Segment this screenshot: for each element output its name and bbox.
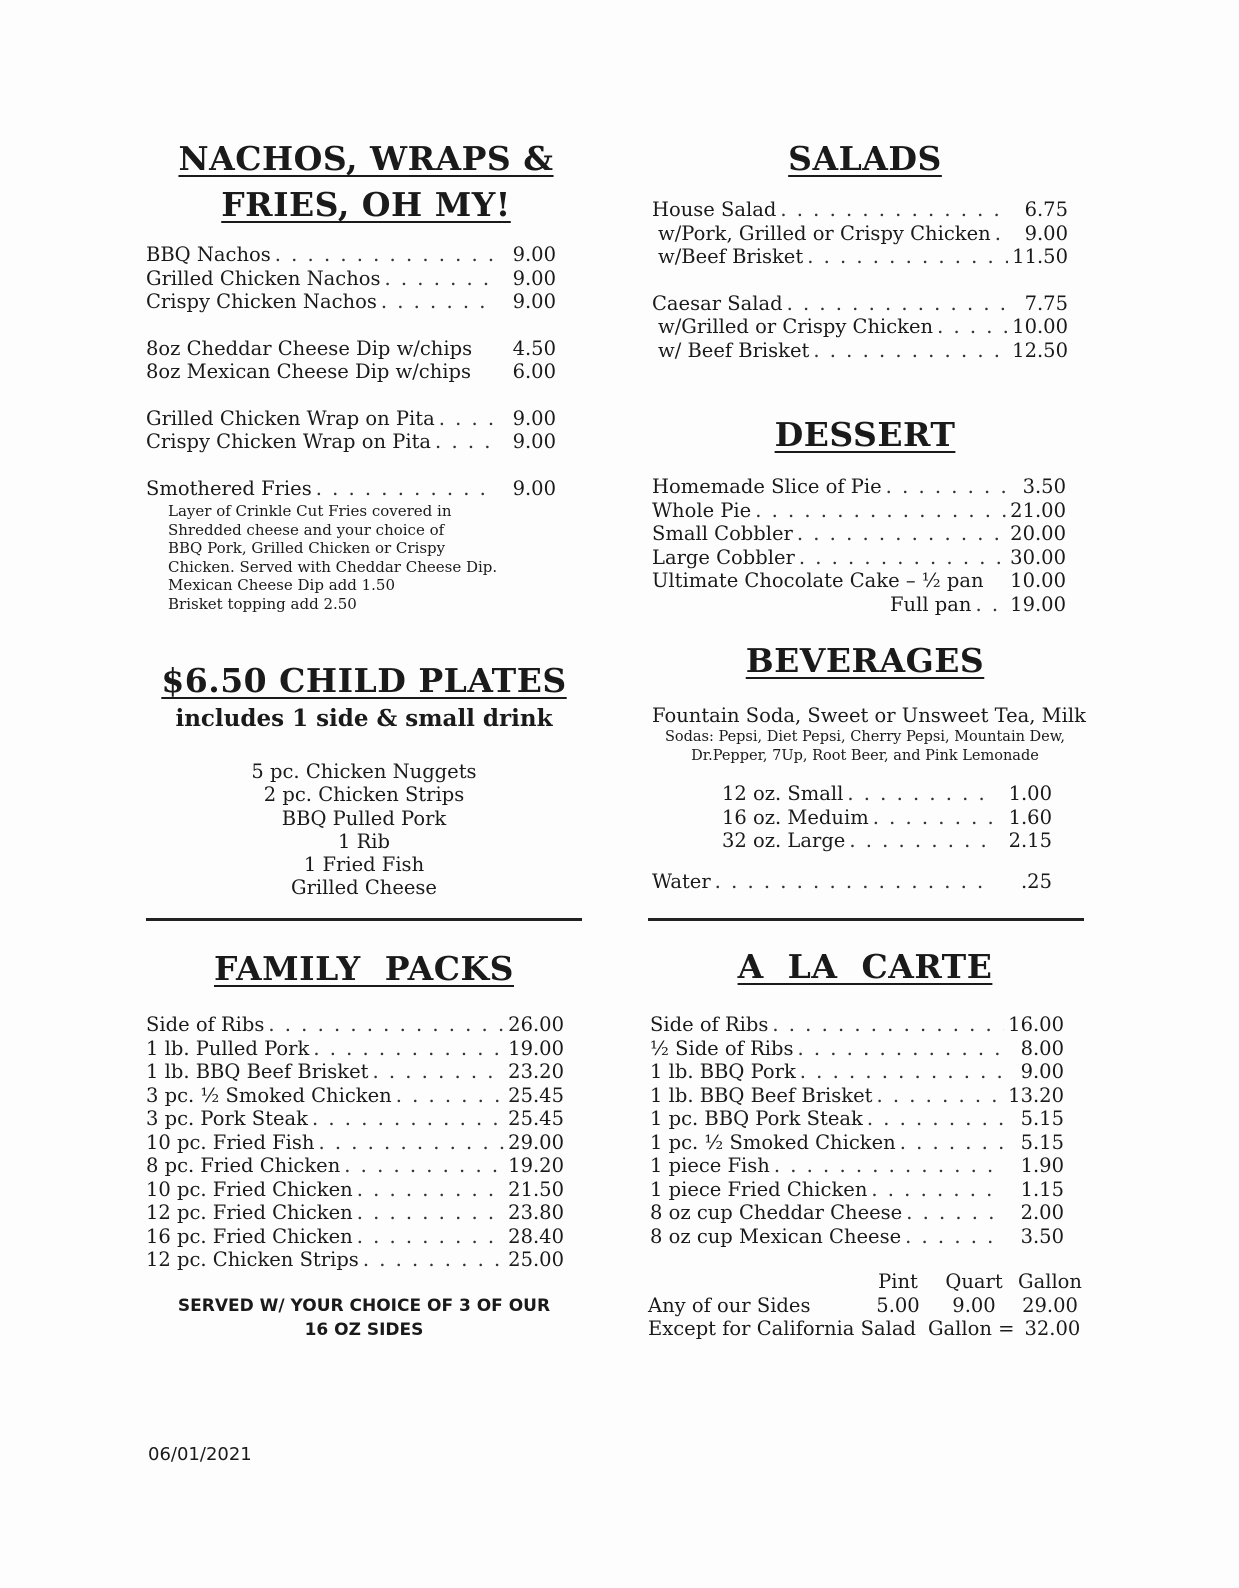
menu-item: 8 oz cup Cheddar Cheese . . . 2.00: [650, 1201, 1064, 1225]
menu-item: 1 piece Fish . . . 1.90: [650, 1154, 1064, 1178]
menu-item: Side of Ribs . . . 26.00: [146, 1013, 564, 1037]
water-row: [652, 870, 1052, 894]
menu-item: 16 pc. Fried Chicken . . . 28.40: [146, 1225, 564, 1249]
sides-pricing: [648, 1270, 1088, 1341]
list-item: 2 pc. Chicken Strips: [263, 783, 465, 807]
menu-item: 3 pc. ½ Smoked Chicken . . . 25.45: [146, 1084, 564, 1108]
menu-item: 12 pc. Chicken Strips . . . 25.00: [146, 1248, 564, 1272]
menu-item: 1 lb. BBQ Beef Brisket . . . 23.20: [146, 1060, 564, 1084]
menu-item: Crispy Chicken Nachos . . . 9.00: [146, 290, 556, 314]
list-item: Grilled Cheese: [291, 876, 437, 900]
beverages-title: BEVERAGES: [745, 641, 985, 680]
sodas-note-line2: Dr.Pepper, 7Up, Root Beer, and Pink Lemonade: [691, 747, 1039, 764]
nachos-list: [146, 243, 556, 613]
nachos-title-line1: NACHOS, WRAPS &: [178, 139, 554, 178]
menu-item: BBQ Nachos . . . 9.00: [146, 243, 556, 267]
menu-item: 1 pc. BBQ Pork Steak . . . 5.15: [650, 1107, 1064, 1131]
salads-section: [652, 136, 1078, 182]
sodas-note-line1: Sodas: Pepsi, Diet Pepsi, Cherry Pepsi, Mountain Dew,: [664, 728, 1066, 745]
menu-item: 1 piece Fried Chicken . . . 1.15: [650, 1178, 1064, 1202]
menu-item: Smothered Fries . . . 9.00: [146, 477, 556, 501]
sides-table: [648, 1270, 1088, 1317]
alacarte-title: A LA CARTE: [737, 947, 993, 986]
menu-item: Water . . . .25: [652, 870, 1052, 894]
child-title: $6.50 CHILD PLATES: [161, 661, 567, 700]
menu-item: 12 oz. Small . . . 1.00: [722, 782, 1052, 806]
family-title: FAMILY PACKS: [214, 949, 514, 988]
divider: [146, 918, 582, 921]
list-item: 1 Rib: [337, 829, 390, 853]
menu-item: Full pan . . . 19.00: [652, 593, 1066, 617]
table-row: Pint Quart Gallon: [878, 1270, 1082, 1293]
beverages-body: [652, 704, 1086, 766]
table-row: Any of our Sides 5.00 9.00 29.00: [648, 1293, 1078, 1317]
menu-item: 8 oz cup Mexican Cheese . . . 3.50: [650, 1225, 1064, 1249]
served-note: SERVED W/ YOUR CHOICE OF 3 OF OUR 16 OZ SIDES: [177, 1296, 551, 1340]
menu-item: Grilled Chicken Nachos . . . 9.00: [146, 267, 556, 291]
list-item: 5 pc. Chicken Nuggets: [251, 760, 477, 783]
fries-note: Layer of Crinkle Cut Fries covered in Shredded cheese and your choice of BBQ Pork, Grilled Chicken or Crispy Chicken. Served with Cheddar Cheese Dip. Mexican Cheese Dip add 1.50 Brisket topping add 2.50: [168, 502, 498, 613]
menu-item: w/Grilled or Crispy Chicken . . . 10.00: [652, 315, 1068, 339]
menu-item: 12 pc. Fried Chicken . . . 23.80: [146, 1201, 564, 1225]
except-row: Except for California Salad Gallon = 32.00: [648, 1317, 1081, 1340]
list-item: 1 Fried Fish: [303, 853, 425, 877]
list-item: BBQ Pulled Pork: [281, 806, 447, 830]
beverages-section: [652, 638, 1078, 684]
menu-item: 8oz Mexican Cheese Dip w/chips 6.00: [146, 360, 556, 383]
menu-item: Large Cobbler . . . 30.00: [652, 546, 1066, 570]
menu-item: 1 lb. BBQ Pork . . . 9.00: [650, 1060, 1064, 1084]
menu-item: 10 pc. Fried Chicken . . . 21.50: [146, 1178, 564, 1202]
menu-item: Small Cobbler . . . 20.00: [652, 522, 1066, 546]
nachos-title-line2: FRIES, OH MY!: [221, 185, 511, 224]
alacarte-list: [650, 1013, 1064, 1248]
dessert-section: [652, 412, 1078, 458]
nachos-section: [146, 136, 586, 228]
family-list: [146, 1013, 564, 1272]
menu-item: 1 lb. Pulled Pork . . . 19.00: [146, 1037, 564, 1061]
menu-item: w/ Beef Brisket . . . 12.50: [652, 339, 1068, 363]
menu-item: 8oz Cheddar Cheese Dip w/chips 4.50: [146, 336, 556, 360]
menu-item: 8 pc. Fried Chicken . . . 19.20: [146, 1154, 564, 1178]
beverage-sizes: [722, 782, 1052, 853]
family-section: [146, 946, 582, 992]
menu-item: Ultimate Chocolate Cake – ½ pan 10.00: [652, 569, 1066, 592]
dessert-title: DESSERT: [774, 415, 956, 454]
menu-item: 1 pc. ½ Smoked Chicken . . . 5.15: [650, 1131, 1064, 1155]
menu-item: Caesar Salad . . . 7.75: [652, 292, 1068, 316]
child-subtitle: includes 1 side & small drink: [175, 705, 553, 732]
divider: [648, 918, 1084, 921]
menu-item: Grilled Chicken Wrap on Pita . . . 9.00: [146, 407, 556, 431]
menu-item: 1 lb. BBQ Beef Brisket . . . 13.20: [650, 1084, 1064, 1108]
dessert-list: [652, 475, 1066, 616]
menu-item: ½ Side of Ribs . . . 8.00: [650, 1037, 1064, 1061]
menu-item: 10 pc. Fried Fish . . . 29.00: [146, 1131, 564, 1155]
salads-list: [652, 198, 1068, 362]
menu-item: Whole Pie . . . 21.00: [652, 499, 1066, 523]
menu-item: 16 oz. Meduim . . . 1.60: [722, 806, 1052, 830]
menu-date: 06/01/2021: [148, 1444, 252, 1465]
salads-title: SALADS: [788, 139, 942, 178]
menu-item: Homemade Slice of Pie . . . 3.50: [652, 475, 1066, 499]
menu-item: House Salad . . . 6.75: [652, 198, 1068, 222]
menu-item: 32 oz. Large . . . 2.15: [722, 829, 1052, 853]
menu-item: Side of Ribs . . . 16.00: [650, 1013, 1064, 1037]
alacarte-section: [652, 944, 1078, 990]
menu-item: 3 pc. Pork Steak . . . 25.45: [146, 1107, 564, 1131]
beverages-line: Fountain Soda, Sweet or Unsweet Tea, Milk: [652, 704, 1086, 727]
child-section: [146, 658, 582, 900]
menu-item: Crispy Chicken Wrap on Pita . . . 9.00: [146, 430, 556, 454]
menu-item: w/Pork, Grilled or Crispy Chicken . . . 9.00: [652, 222, 1068, 246]
menu-item: w/Beef Brisket . . . 11.50: [652, 245, 1068, 269]
